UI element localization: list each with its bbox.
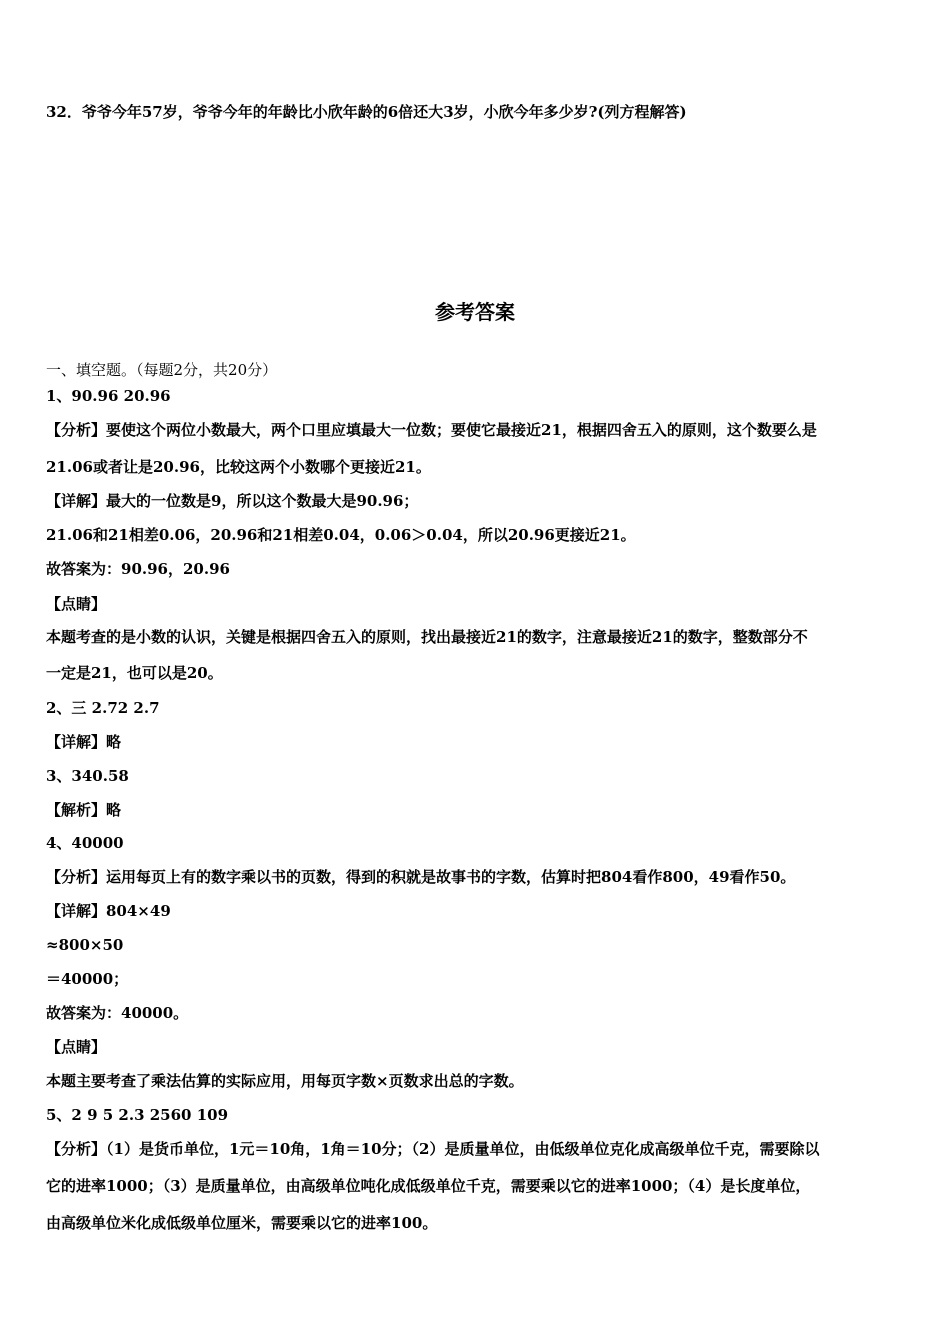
answer-line: 【点睛】: [46, 595, 107, 613]
answer-line: 21.06或者让是20.96，比较这两个小数哪个更接近21。: [46, 458, 431, 476]
answer-line: 3、340.58: [46, 767, 129, 785]
answer-line: 一定是21，也可以是20。: [46, 664, 223, 682]
answer-line: 它的进率1000；（3）是质量单位，由高级单位吨化成低级单位千克，需要乘以它的进率1000；（4）是长度单位，: [46, 1177, 811, 1195]
answer-line: 由高级单位米化成低级单位厘米，需要乘以它的进率100。: [46, 1214, 438, 1232]
answer-line: 【详解】804×49: [46, 902, 171, 920]
section-heading: 一、填空题。（每题2分，共20分）: [46, 361, 278, 379]
answer-line: 【点睛】: [46, 1038, 107, 1056]
question-32: 32．爷爷今年57岁，爷爷今年的年龄比小欣年龄的6倍还大3岁，小欣今年多少岁?(列方程解答): [46, 103, 687, 121]
answer-line: 【详解】最大的一位数是9，所以这个数最大是90.96；: [46, 492, 419, 510]
answer-line: 4、40000: [46, 834, 124, 852]
answer-line: 故答案为：40000。: [46, 1004, 189, 1022]
answer-line: 【分析】要使这个两位小数最大，两个口里应填最大一位数；要使它最接近21，根据四舍五入的原则，这个数要么是: [46, 421, 817, 439]
answer-line: 1、90.96 20.96: [46, 387, 171, 405]
answer-line: 21.06和21相差0.06，20.96和21相差0.04，0.06＞0.04，所以20.96更接近21。: [46, 526, 636, 544]
answer-line: 【分析】运用每页上有的数字乘以书的页数，得到的积就是故事书的字数，估算时把804看作800，49看作50。: [46, 868, 796, 886]
answer-line: ＝40000；: [46, 970, 129, 988]
answer-line: 【分析】（1）是货币单位，1元＝10角，1角＝10分；（2）是质量单位，由低级单位克化成高级单位千克，需要除以: [46, 1140, 820, 1158]
answer-line: 【详解】略: [46, 733, 122, 751]
answer-line: 2、三 2.72 2.7: [46, 699, 160, 717]
answer-line: 【解析】略: [46, 801, 122, 819]
answer-line: 本题主要考查了乘法估算的实际应用，用每页字数×页数求出总的字数。: [46, 1072, 524, 1090]
answer-line: 5、2 9 5 2.3 2560 109: [46, 1106, 229, 1124]
answer-title: 参考答案: [435, 300, 515, 324]
answer-line: 故答案为：90.96，20.96: [46, 560, 230, 578]
answer-line: ≈800×50: [46, 936, 124, 954]
answer-line: 本题考查的是小数的认识，关键是根据四舍五入的原则，找出最接近21的数字，注意最接近21的数字，整数部分不: [46, 628, 808, 646]
